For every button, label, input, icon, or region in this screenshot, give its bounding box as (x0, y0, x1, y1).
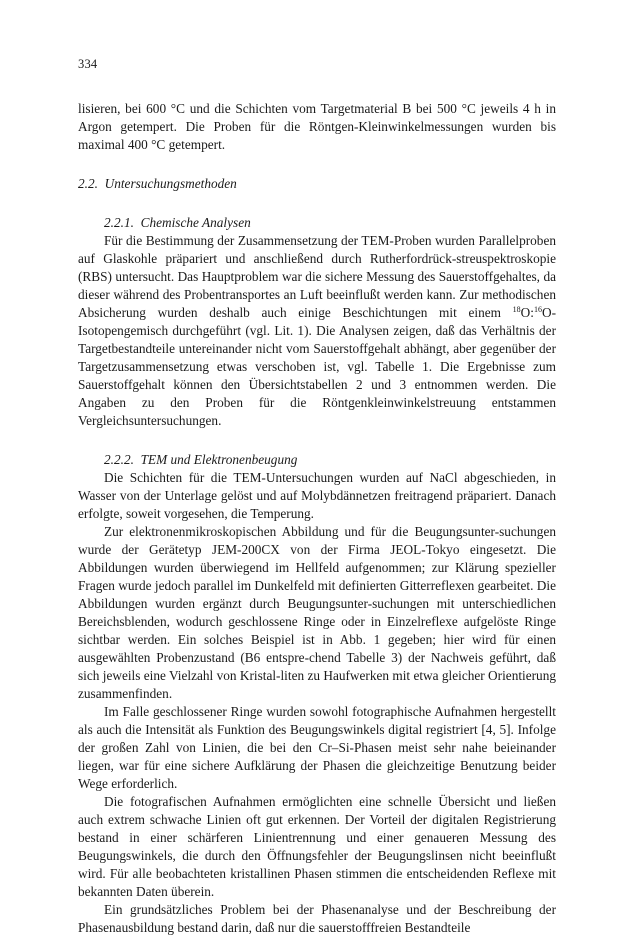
intro-paragraph: lisieren, bei 600 °C und die Schichten vom Targetmaterial B bei 500 °C jeweils 4 h in Argon getempert. Die Proben für die Röntgen-Kleinwinkelmessungen wurden bis maximal 400 °C getempert. (78, 101, 556, 152)
subsection-title: TEM und Elektronenbeugung (140, 452, 298, 467)
isotope-mid: O: (520, 305, 534, 320)
subsection-number: 2.2.2. (104, 452, 134, 467)
page-number: 334 (78, 57, 98, 71)
isotope-superscript-18: 18 (512, 305, 521, 314)
subsection-heading-2-2-1 (78, 214, 556, 232)
paragraph: Im Falle geschlossener Ringe wurden sowohl fotographische Aufnahmen hergestellt als auch die Intensität als Funktion des Beugungswinkels digital registriert [4, 5]. Infolge der großen Zahl von Linien, die bei den Cr–Si-Phasen meist sehr nahe beieinander liegen, war für eine sichere Aufklärung der Phasen die gleichzeitige Benutzung beider Wege erforderlich. (78, 704, 556, 791)
subsection-heading-2-2-2 (78, 451, 556, 469)
body-text (78, 100, 556, 937)
subsection-number: 2.2.1. (104, 215, 134, 230)
subsection-title: Chemische Analysen (140, 215, 251, 230)
section-number: 2.2. (78, 176, 98, 191)
section-title: Untersuchungsmethoden (104, 176, 237, 191)
paragraph-text-start: Für die Bestimmung der Zusammensetzung der TEM-Proben wurden Parallelproben auf Glaskohle präpariert und anschließend durch Rutherfordrück-streuspektroskopie (RBS) untersucht. Das Hauptproblem war die sichere Messung des Sauerstoffgehaltes, da dieser während des Probentransportes an Luft beeinflußt werden kann. Zur methodischen Absicherung wurden deshalb auch einige Beschichtungen mit einem (78, 233, 556, 320)
paragraph-chemical-analyses (78, 232, 556, 430)
section-heading-2-2 (78, 175, 556, 193)
isotope-superscript-16: 16 (533, 305, 542, 314)
paragraph: Zur elektronenmikroskopischen Abbildung und für die Beugungsunter-suchungen wurde der Gerätetyp JEM-200CX von der Firma JEOL-Tokyo eingesetzt. Die Abbildungen wurden überwiegend im Hellfeld aufgenommen; zur Klärung spezieller Fragen wurde jedoch parallel im Dunkelfeld mit definierten Gitterreflexen gearbeitet. Die Abbildungen wurden ergänzt durch Beugungsunter-suchungen mit unterschiedlichen Bereichsblenden, wodurch geschlossene Ringe oder in Einzelreflexe aufgelöste Ringe sichtbar werden. Ein solches Beispiel ist in Abb. 1 gegeben; hier wird für einen ausgewählten Probenzustand (B6 entspre-chend Tabelle 3) der Nachweis geführt, daß sich jeweils eine Vielzahl von Kristal-liten zu Haufwerken mit etwa gleicher Orientierung zusammenfinden. (78, 524, 556, 701)
paragraph: Ein grundsätzliches Problem bei der Phasenanalyse und der Beschreibung der Phasenausbildung bestand darin, daß nur die sauerstofffreien Bestandteile (78, 902, 556, 935)
paragraph-text-end: O-Isotopengemisch durchgeführt (vgl. Lit. 1). Die Analysen zeigen, daß das Verhältnis der Targetbestandteile untereinander nicht vom Sauerstoffgehalt abhängt, aber gegenüber der Targetzusammensetzung etwas verschoben ist, vgl. Tabelle 1. Die Ergebnisse zum Sauerstoffgehalt können den Übersichtstabellen 2 und 3 entnommen werden. Die Angaben zu den Proben für die Röntgenkleinwinkelstreuung entstammen Vergleichsuntersuchungen. (78, 305, 556, 428)
paragraph: Die Schichten für die TEM-Untersuchungen wurden auf NaCl abgeschieden, in Wasser von der Unterlage gelöst und auf Molybdännetzen freitragend präpariert. Danach erfolgte, soweit vorgesehen, die Temperung. (78, 470, 556, 521)
paragraph: Die fotografischen Aufnahmen ermöglichten eine schnelle Übersicht und ließen auch extrem schwache Linien oft gut erkennen. Der Vorteil der digitalen Registrierung bestand in einer schärferen Linientrennung und einer genaueren Messung des Beugungswinkels, die durch den Öffnungsfehler der Beugungslinsen nicht beeinflußt wird. Für alle beobachteten kristallinen Phasen stimmen die entscheidenden Reflexe mit bekannten Daten überein. (78, 794, 556, 899)
